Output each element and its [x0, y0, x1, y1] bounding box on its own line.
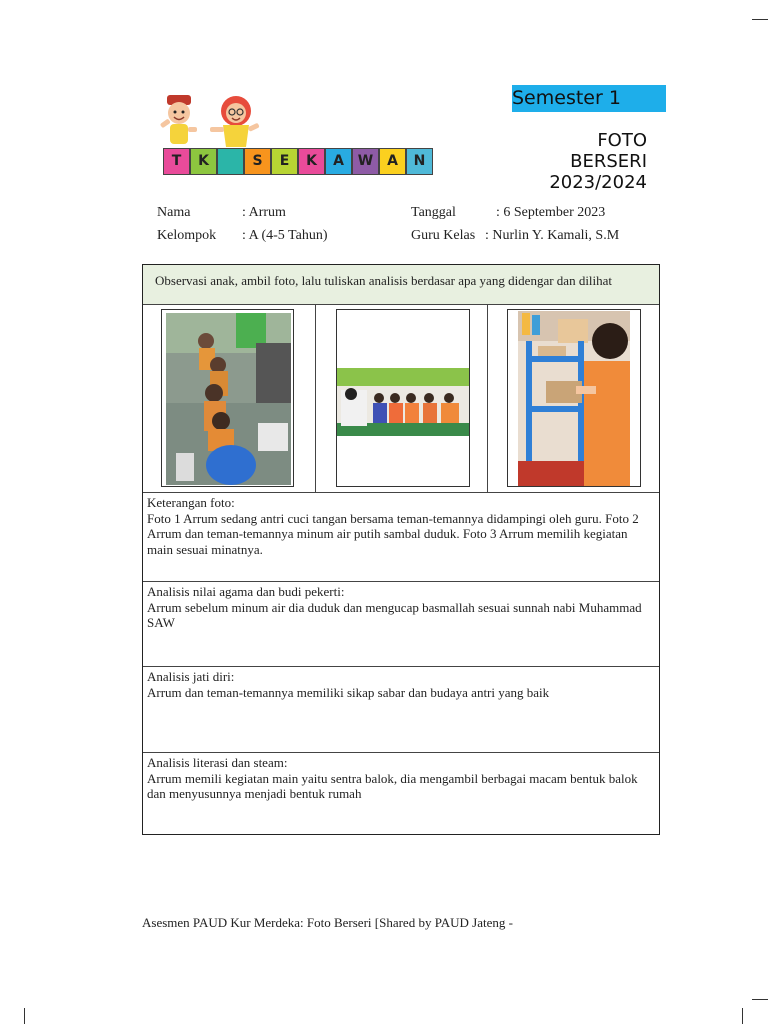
column-divider — [487, 305, 488, 493]
footer-text: Asesmen PAUD Kur Merdeka: Foto Berseri [Shared by PAUD Jateng - — [142, 915, 513, 930]
logo-letter: W — [352, 148, 379, 175]
photo-1 — [161, 309, 294, 487]
keterangan-text: Foto 1 Arrum sedang antri cuci tangan bersama teman-temannya didampingi oleh guru. Foto 2 Arrum dan teman-temannya minum air putih sambal duduk. Foto 3 Arrum memilih kegiatan main sesuai minatnya. — [147, 510, 639, 557]
keterangan-section — [143, 493, 659, 582]
photo-row — [143, 305, 659, 493]
nama-value: : Arrum — [242, 205, 286, 220]
literasi-title: Analisis literasi dan steam: — [147, 755, 288, 770]
logo-letter: S — [244, 148, 271, 175]
observation-table — [142, 264, 660, 835]
photo-2 — [336, 309, 470, 487]
instruction-row: Observasi anak, ambil foto, lalu tuliskan analisis berdasar apa yang didengar dan dilihat — [143, 265, 659, 305]
logo-letter — [217, 148, 244, 175]
title-line-1: FOTO — [597, 130, 647, 151]
logo-letter: N — [406, 148, 433, 175]
logo-wordmark — [163, 148, 433, 175]
keterangan-title: Keterangan foto: — [147, 495, 235, 510]
crop-mark — [752, 19, 768, 20]
column-divider — [315, 305, 316, 493]
crop-mark — [742, 1008, 743, 1024]
logo-letter: A — [379, 148, 406, 175]
tanggal-label: Tanggal — [411, 205, 456, 220]
kelompok-value: : A (4-5 Tahun) — [242, 228, 328, 243]
guru-label: Guru Kelas — [411, 228, 476, 243]
literasi-section — [143, 753, 659, 834]
logo-letter: A — [325, 148, 352, 175]
photo-3 — [507, 309, 641, 487]
logo-letter: K — [190, 148, 217, 175]
mascot-girl-icon — [206, 95, 262, 151]
agama-text: Arrum sebelum minum air dia duduk dan mengucap basmallah sesuai sunnah nabi Muhammad SAW — [147, 599, 642, 630]
agama-section — [143, 582, 659, 667]
crop-mark — [752, 999, 768, 1000]
logo-letter: T — [163, 148, 190, 175]
semester-tag: Semester 1 — [512, 85, 666, 112]
title-line-3: 2023/2024 — [549, 172, 647, 193]
school-logo — [158, 95, 438, 179]
jatidiri-title: Analisis jati diri: — [147, 669, 235, 684]
kelompok-label: Kelompok — [157, 228, 217, 243]
nama-label: Nama — [157, 205, 191, 220]
logo-letter: E — [271, 148, 298, 175]
logo-letter: K — [298, 148, 325, 175]
mascot-boy-icon — [158, 95, 202, 151]
tanggal-value: : 6 September 2023 — [496, 205, 606, 220]
jatidiri-text: Arrum dan teman-temannya memiliki sikap sabar dan budaya antri yang baik — [147, 684, 550, 700]
crop-mark — [24, 1008, 25, 1024]
agama-title: Analisis nilai agama dan budi pekerti: — [147, 584, 345, 599]
literasi-text: Arrum memili kegiatan main yaitu sentra balok, dia mengambil berbagai macam bentuk balok dan menyusunnya menjadi bentuk rumah — [147, 770, 638, 801]
document-title — [549, 130, 647, 193]
title-line-2: BERSERI — [570, 151, 647, 172]
guru-value: : Nurlin Y. Kamali, S.M — [485, 228, 620, 243]
jatidiri-section — [143, 667, 659, 753]
